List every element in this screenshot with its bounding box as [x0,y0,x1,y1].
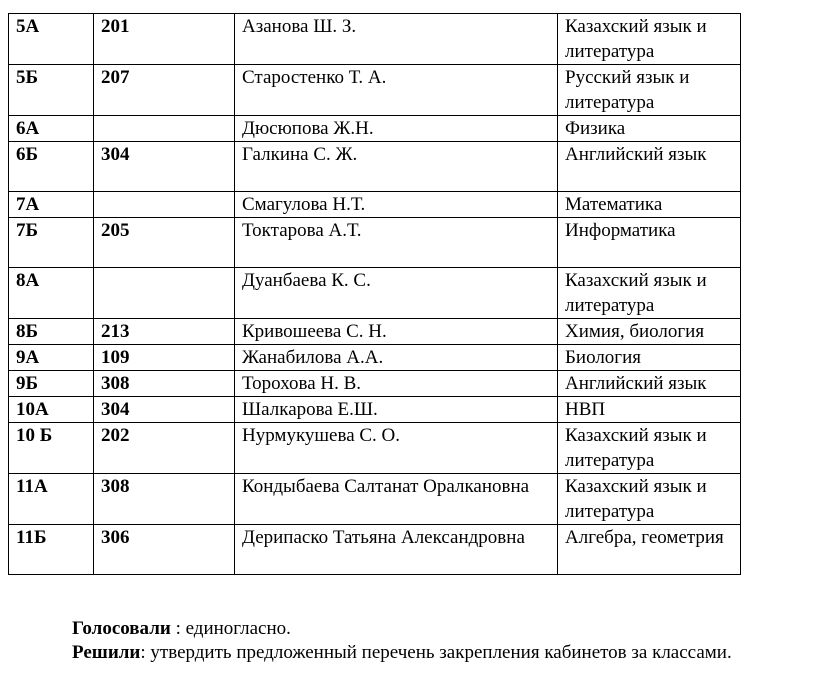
decision-label: Решили [72,642,141,663]
table-row [9,65,741,116]
table-row [9,14,741,65]
subject-cell: Английский язык [558,142,741,192]
subject-cell: НВП [558,397,741,423]
subject-cell: Английский язык [558,371,741,397]
teacher-cell: Кривошеева С. Н. [235,319,558,345]
class-cell: 9Б [9,371,94,397]
class-cell: 10А [9,397,94,423]
room-cell: 308 [94,371,235,397]
teacher-cell: Торохова Н. В. [235,371,558,397]
class-cell: 11А [9,474,94,525]
teacher-cell: Старостенко Т. А. [235,65,558,116]
room-cell: 205 [94,218,235,268]
class-cell: 7А [9,192,94,218]
table-row [9,319,741,345]
room-cell: 213 [94,319,235,345]
vote-label: Голосовали [72,618,171,639]
table-row [9,116,741,142]
class-cell: 6А [9,116,94,142]
table-row [9,142,741,192]
teacher-cell: Дуанбаева К. С. [235,268,558,319]
table-row [9,371,741,397]
class-cell: 10 Б [9,423,94,474]
subject-cell: Казахский язык и литература [558,474,741,525]
table-row [9,474,741,525]
class-cell: 5Б [9,65,94,116]
subject-cell: Казахский язык и литература [558,268,741,319]
table-row [9,192,741,218]
room-cell: 109 [94,345,235,371]
teacher-cell: Смагулова Н.Т. [235,192,558,218]
class-cell: 5А [9,14,94,65]
room-cell: 304 [94,142,235,192]
teacher-cell: Жанабилова А.А. [235,345,558,371]
room-cell [94,268,235,319]
room-cell: 304 [94,397,235,423]
table-row [9,423,741,474]
teacher-cell: Галкина С. Ж. [235,142,558,192]
teacher-cell: Дерипаско Татьяна Александровна [235,525,558,575]
subject-cell: Казахский язык и литература [558,423,741,474]
teacher-cell: Токтарова А.Т. [235,218,558,268]
room-cell: 207 [94,65,235,116]
room-cell: 202 [94,423,235,474]
room-cell: 306 [94,525,235,575]
subject-cell: Информатика [558,218,741,268]
teacher-cell: Нурмукушева С. О. [235,423,558,474]
room-cell [94,116,235,142]
class-cell: 8А [9,268,94,319]
room-cell: 201 [94,14,235,65]
table-body [9,14,741,575]
subject-cell: Физика [558,116,741,142]
teacher-cell: Дюсюпова Ж.Н. [235,116,558,142]
teacher-cell: Шалкарова Е.Ш. [235,397,558,423]
teacher-cell: Азанова Ш. З. [235,14,558,65]
table-row [9,218,741,268]
table-row [9,397,741,423]
subject-cell: Химия, биология [558,319,741,345]
teacher-cell: Кондыбаева Салтанат Оралкановна [235,474,558,525]
class-cell: 9А [9,345,94,371]
table-row [9,268,741,319]
room-cell [94,192,235,218]
vote-line [72,617,291,641]
decision-line [72,641,732,665]
subject-cell: Биология [558,345,741,371]
class-cell: 11Б [9,525,94,575]
subject-cell: Казахский язык и литература [558,14,741,65]
class-cell: 7Б [9,218,94,268]
class-cell: 8Б [9,319,94,345]
subject-cell: Алгебра, геометрия [558,525,741,575]
table-row [9,525,741,575]
assignment-table [8,13,741,575]
class-cell: 6Б [9,142,94,192]
vote-result: : единогласно. [170,618,291,639]
subject-cell: Математика [558,192,741,218]
table-row [9,345,741,371]
room-cell: 308 [94,474,235,525]
decision-text: : утвердить предложенный перечень закрепления кабинетов за классами. [140,642,732,663]
subject-cell: Русский язык и литература [558,65,741,116]
